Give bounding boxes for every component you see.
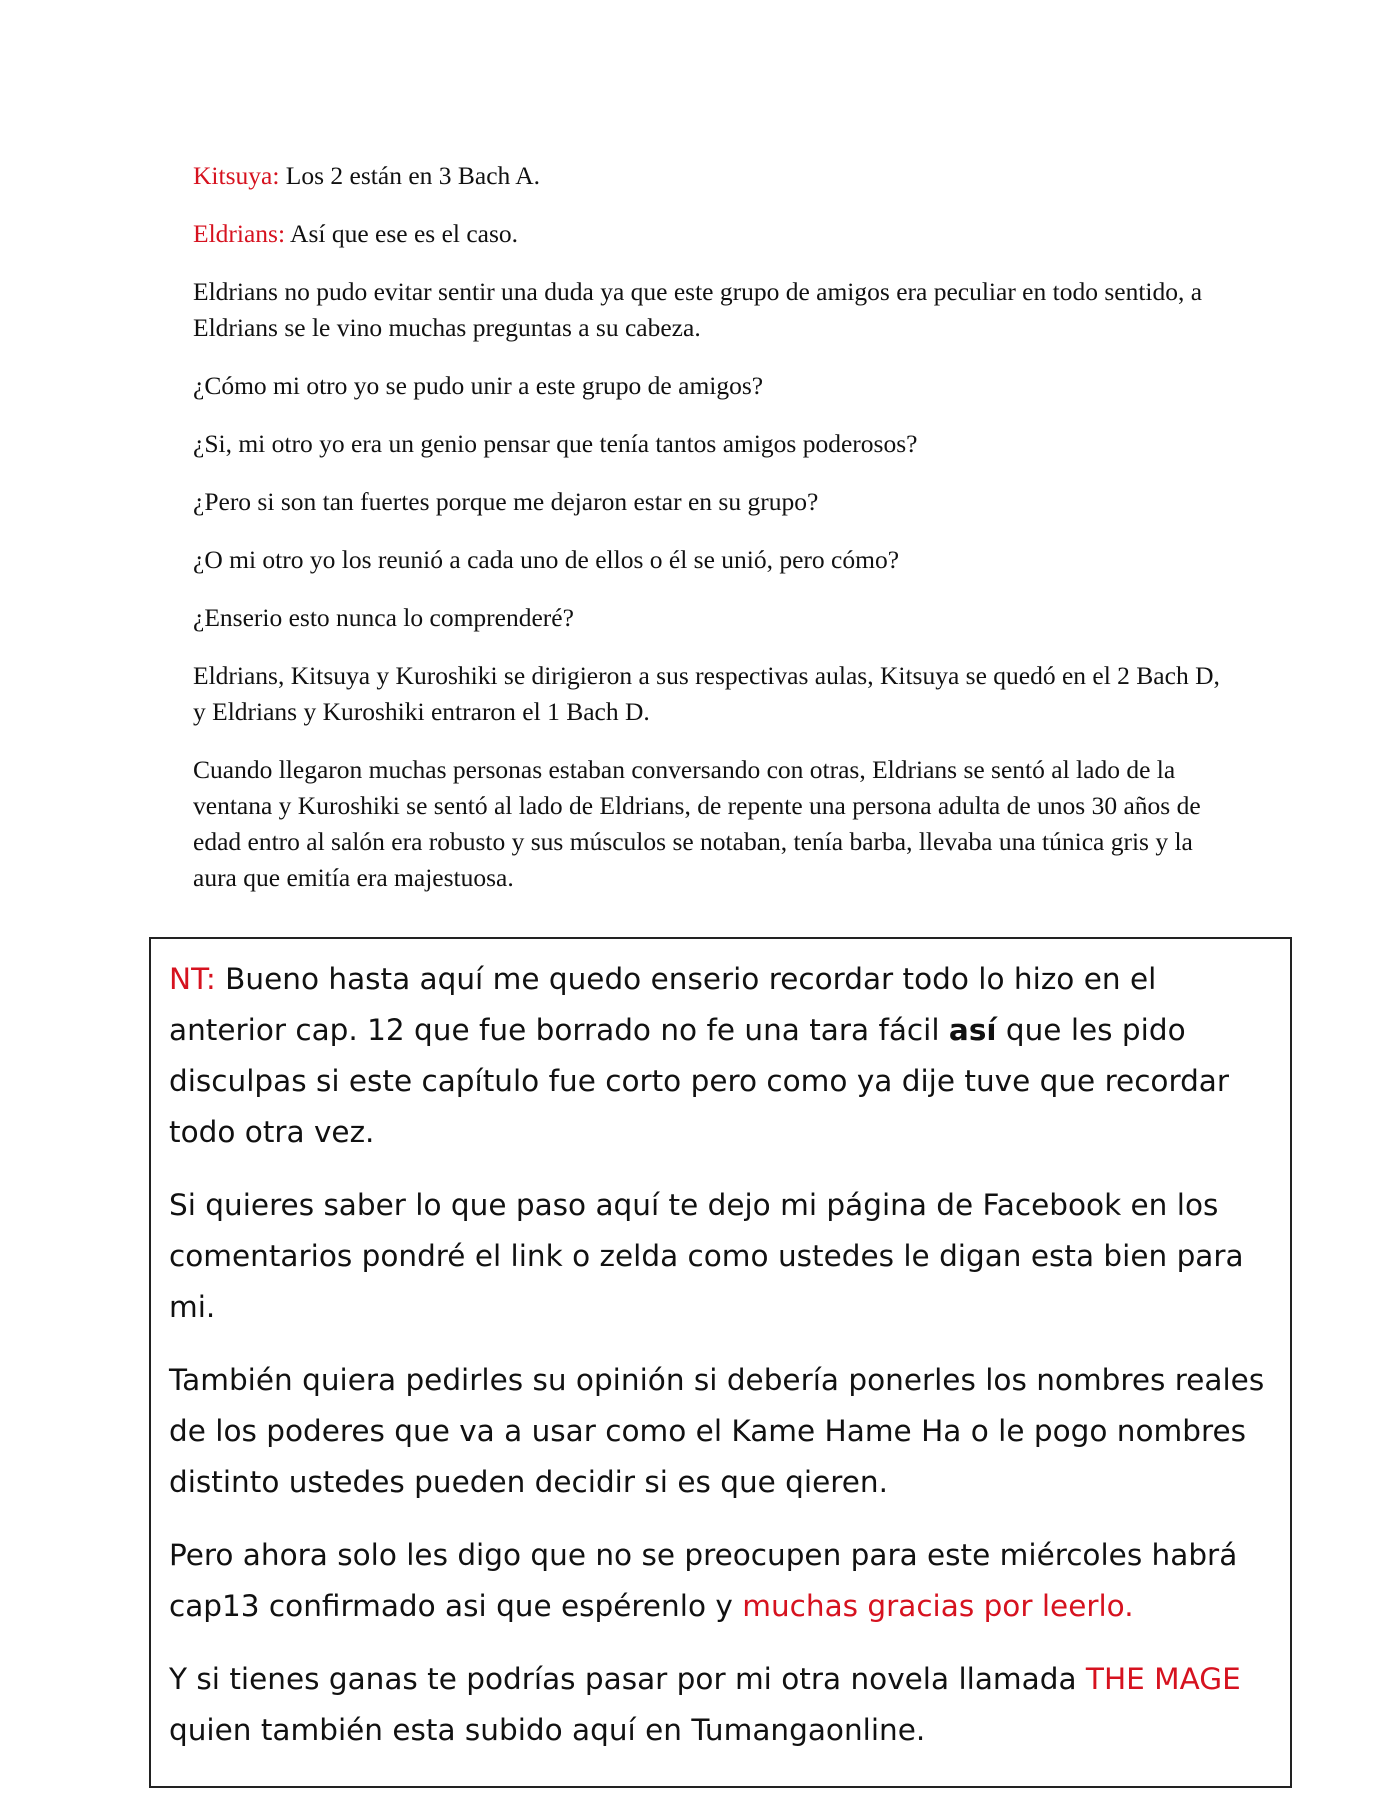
note-paragraph	[169, 1654, 1270, 1756]
question-line: ¿Cómo mi otro yo se pudo unir a este grupo de amigos?	[193, 371, 764, 400]
question-line: ¿O mi otro yo los reunió a cada uno de ellos o él se unió, pero cómo?	[193, 545, 900, 574]
note-text: Bueno hasta aquí me quedo enserio recordar todo lo hizo en el anterior cap. 12 que fue borrado no fe una tara fácil	[169, 962, 1157, 1047]
note-text: quien también esta subido aquí en Tumangaonline.	[169, 1713, 926, 1747]
question-line: ¿Si, mi otro yo era un genio pensar que tenía tantos amigos poderosos?	[193, 429, 918, 458]
speaker-name: Kitsuya:	[193, 161, 280, 190]
translator-note-box	[149, 937, 1292, 1788]
dialogue-line	[193, 216, 1223, 252]
story-text	[193, 158, 1223, 918]
narration-paragraph: Eldrians no pudo evitar sentir una duda ya que este grupo de amigos era peculiar en todo sentido, a Eldrians se le vino muchas preguntas a su cabeza.	[193, 277, 1203, 342]
dialogue-text: Los 2 están en 3 Bach A.	[279, 161, 541, 190]
note-paragraph: Si quieres saber lo que paso aquí te dejo mi página de Facebook en los comentarios pondré el link o zelda como ustedes le digan esta bien para mi.	[169, 1188, 1244, 1324]
note-paragraph	[169, 954, 1270, 1158]
note-label: NT:	[169, 962, 216, 996]
narration-paragraph: Eldrians, Kitsuya y Kuroshiki se dirigieron a sus respectivas aulas, Kitsuya se quedó en el 2 Bach D, y Eldrians y Kuroshiki entraron el 1 Bach D.	[193, 661, 1220, 726]
note-text: que les pido disculpas si este capítulo fue corto pero como ya dije tuve que recordar todo otra vez.	[169, 1013, 1230, 1149]
note-bold-text: así	[948, 1013, 997, 1047]
thanks-text: muchas gracias por leerlo.	[742, 1589, 1134, 1623]
note-paragraph: También quiera pedirles su opinión si debería ponerles los nombres reales de los poderes que va a usar como el Kame Hame Ha o le pogo nombres distinto ustedes pueden decidir si es que qieren.	[169, 1363, 1265, 1499]
novel-title: THE MAGE	[1085, 1662, 1241, 1696]
dialogue-text: Así que ese es el caso.	[285, 219, 519, 248]
note-text: Y si tienes ganas te podrías pasar por mi otra novela llamada	[169, 1662, 1086, 1696]
note-text: Pero ahora solo les digo que no se preocupen para este miércoles habrá cap13 confirmado asi que espérenlo y	[169, 1538, 1238, 1623]
note-paragraph	[169, 1530, 1270, 1632]
question-line: ¿Enserio esto nunca lo comprenderé?	[193, 603, 574, 632]
speaker-name: Eldrians:	[193, 219, 286, 248]
dialogue-line	[193, 158, 1223, 194]
question-line: ¿Pero si son tan fuertes porque me dejaron estar en su grupo?	[193, 487, 819, 516]
narration-paragraph: Cuando llegaron muchas personas estaban conversando con otras, Eldrians se sentó al lado de la ventana y Kuroshiki se sentó al lado de Eldrians, de repente una persona adulta de unos 30 años de edad entro al salón era robusto y sus músculos se notaban, tenía barba, llevaba una túnica gris y la aura que emitía era majestuosa.	[193, 755, 1201, 892]
